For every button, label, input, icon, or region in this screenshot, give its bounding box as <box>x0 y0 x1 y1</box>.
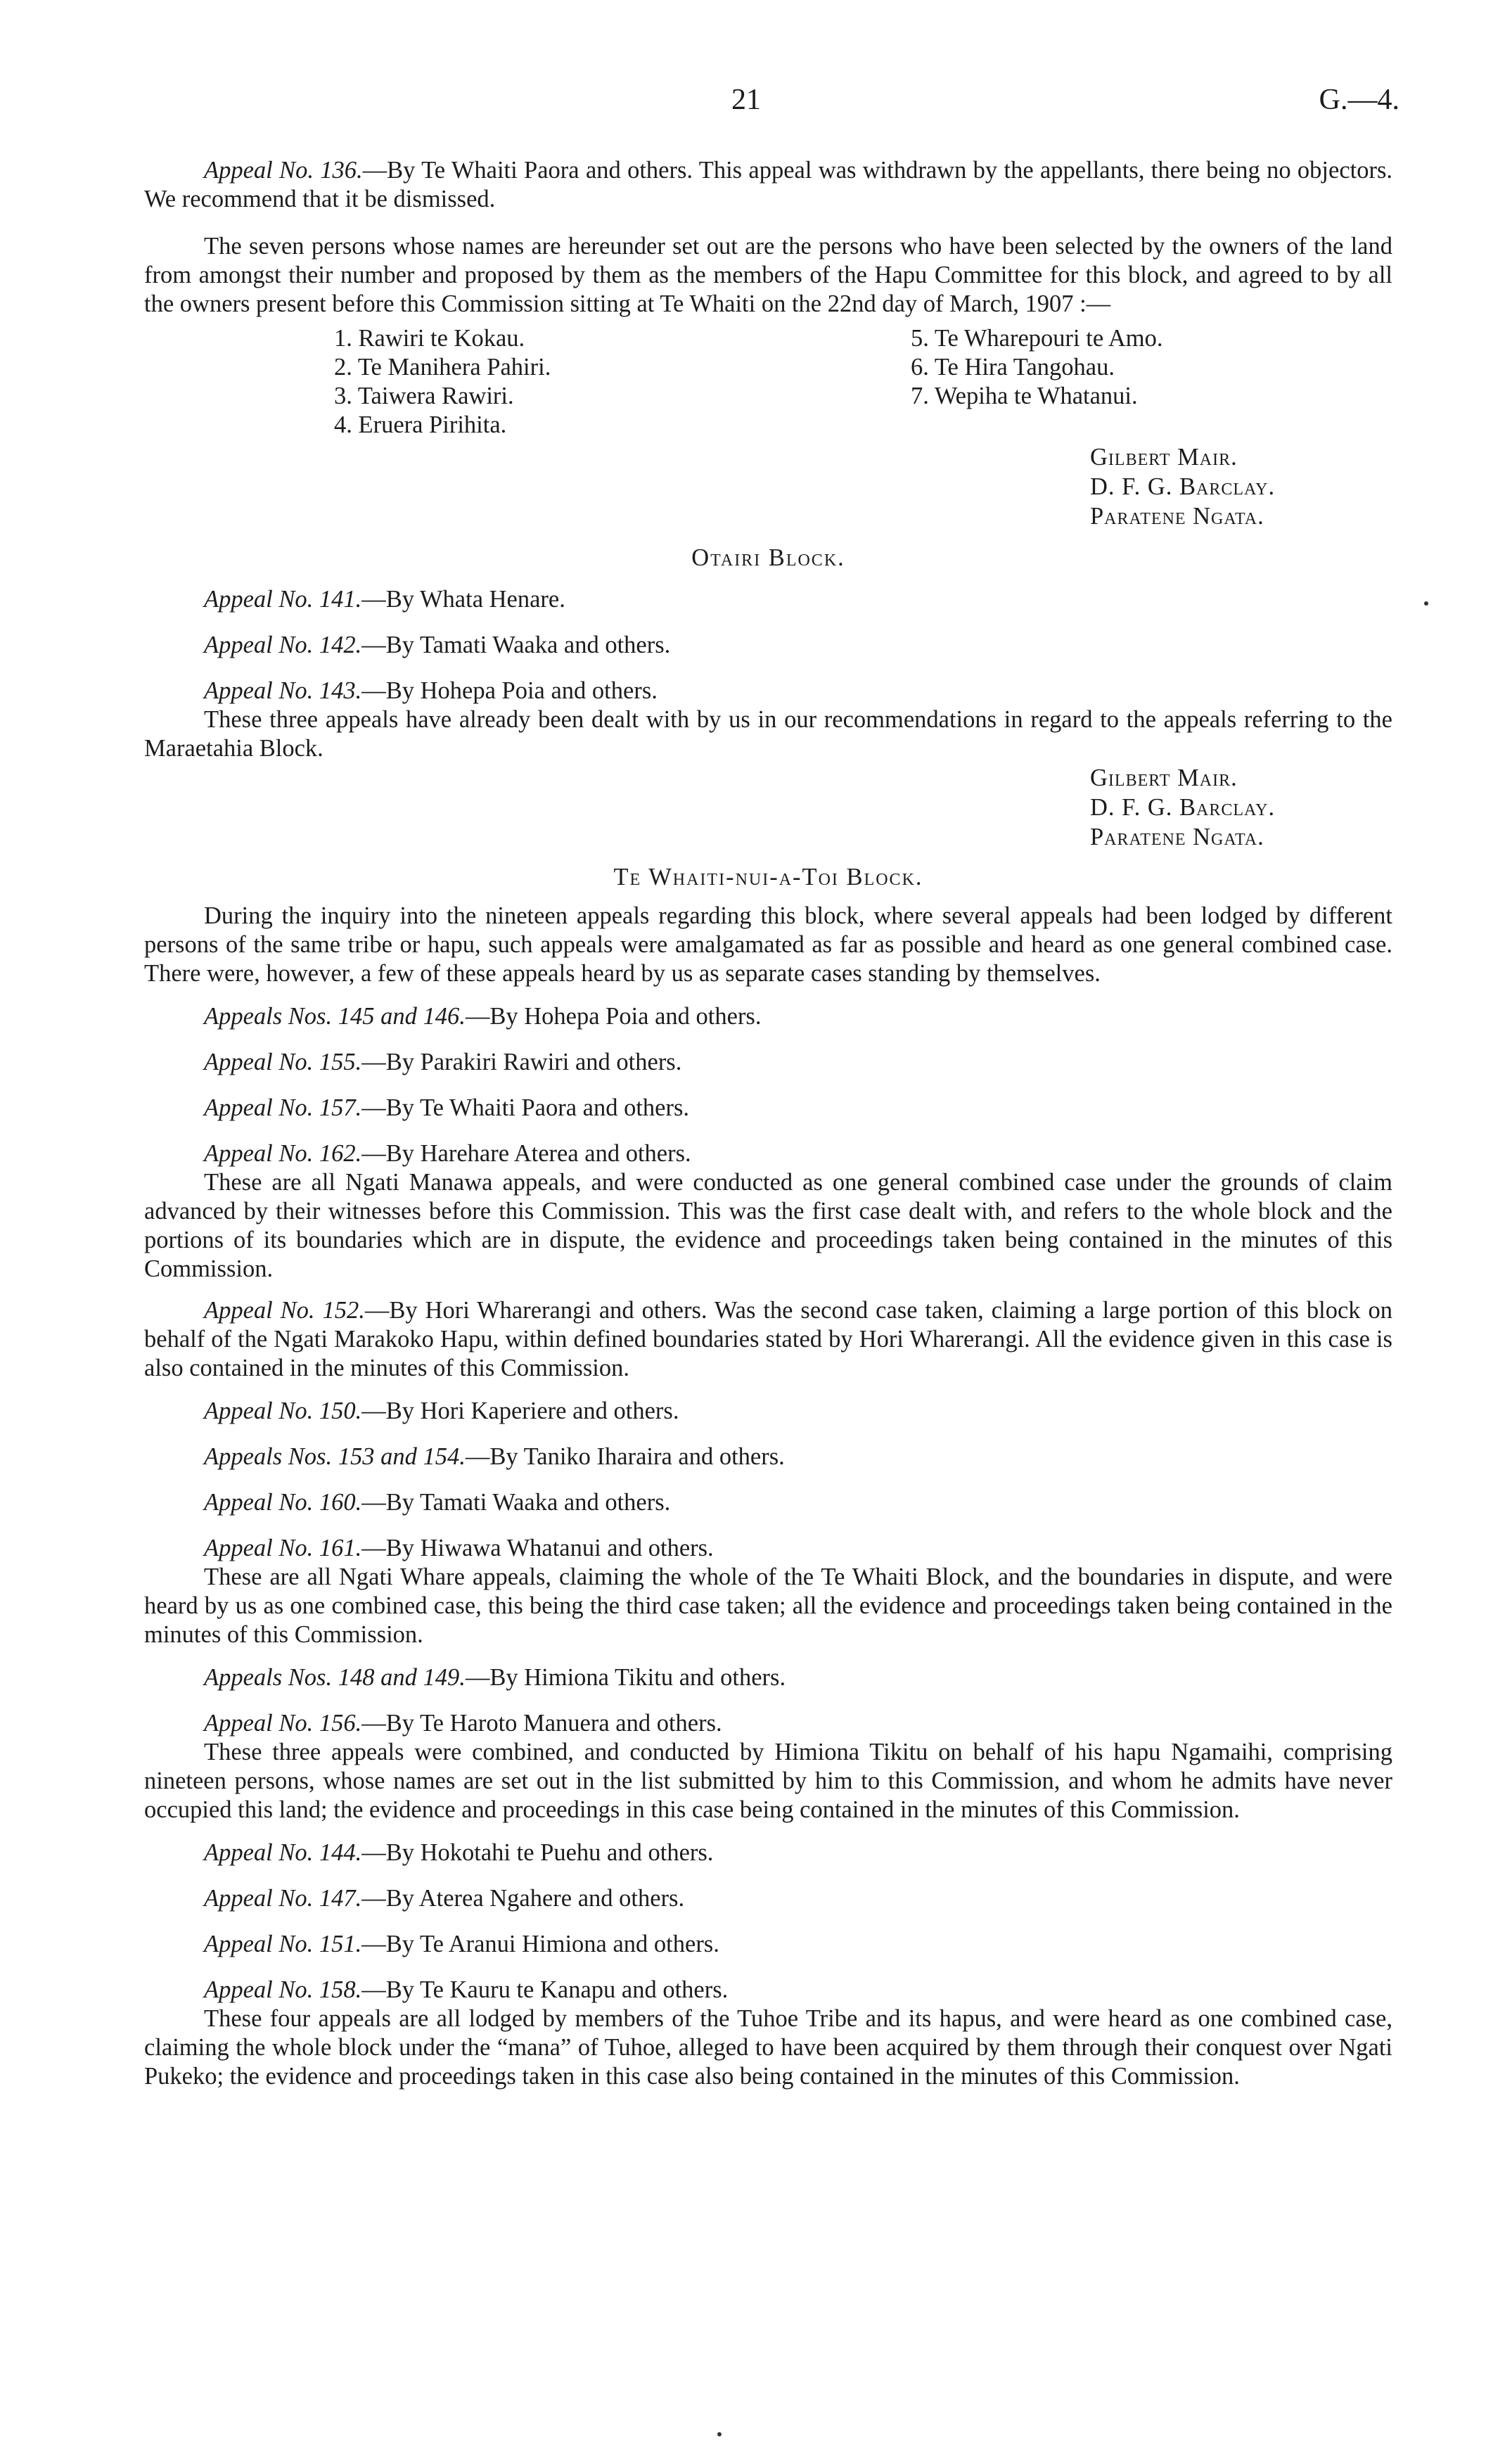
committee-names <box>144 324 1392 442</box>
appeal-line <box>144 1094 1392 1123</box>
appeal-text: —By Hori Wharerangi and others. Was the second case taken, claiming a large portion of this block on behalf of the Ngati Marakoko Hapu, within defined boundaries stated by Hori Wharerangi. All the evidence given in this case is also contained in the minutes of this Commission. <box>144 1297 1392 1381</box>
appeal-label: Appeals Nos. 145 and 146. <box>204 1003 466 1030</box>
appeal-line <box>144 1139 1392 1168</box>
appeal-line <box>144 1663 1392 1692</box>
page-content <box>144 156 1392 2091</box>
appeal-line <box>144 1443 1392 1471</box>
committee-name: 5. Te Wharepouri te Amo. <box>911 325 1163 352</box>
appeal-label: Appeal No. 157. <box>204 1094 362 1121</box>
otairi-note: These three appeals have already been dealt with by us in our recommendations in regard to the appeals referring to the Maraetahia Block. <box>144 706 1392 762</box>
document-reference: G.—4. <box>1319 84 1399 116</box>
group2-note: These are all Ngati Whare appeals, claiming the whole of the Te Whaiti Block, and the boundaries in dispute, and were heard by us as one combined case, this being the third case taken; all the evidence and proceedings taken being contained in the minutes of this Commission. <box>144 1564 1392 1648</box>
appeal-label: Appeal No. 162. <box>204 1140 362 1167</box>
committee-name: 7. Wepiha te Whatanui. <box>911 383 1138 409</box>
appeal-text: —By Te Whaiti Paora and others. <box>361 1094 690 1121</box>
appeal-label: Appeal No. 158. <box>204 1976 362 2003</box>
group3-note: These three appeals were combined, and conducted by Himiona Tikitu on behalf of his hapu Ngamaihi, comprising nineteen persons, whose names are set out in the list submitted by him to this Commission, and whom he admits have never occupied this land; the evidence and proceedings in this case being contained in the minutes of this Commission. <box>144 1739 1392 1823</box>
appeal-line <box>144 585 1392 614</box>
appeal-label: Appeal No. 152. <box>204 1297 365 1324</box>
appeal-text: —By Hohepa Poia and others. <box>361 677 658 704</box>
appeal-line <box>144 1930 1392 1959</box>
appeal-text: —By Whata Henare. <box>361 586 565 613</box>
appeal-line <box>144 1397 1392 1426</box>
signatory: Paratene Ngata. <box>1090 503 1264 530</box>
appeal-text: —By Himiona Tikitu and others. <box>465 1664 786 1691</box>
appeal-text: —By Te Kauru te Kanapu and others. <box>361 1976 729 2003</box>
appeal-label: Appeal No. 136. <box>204 157 363 184</box>
whaiti-intro: During the inquiry into the nineteen appeals regarding this block, where several appeals had been lodged by different persons of the same tribe or hapu, such appeals were amalgamated as far as possible and heard as one general combined case. There were, however, a few of these appeals heard by us as separate cases standing by themselves. <box>144 902 1392 987</box>
committee-intro: The seven persons whose names are hereunder set out are the persons who have been selected by the owners of the land from amongst their number and proposed by them as the members of the Hapu Committee for this block, and agreed to by all the owners present before this Commission sitting at Te Whaiti on the 22nd day of March, 1907 :— <box>144 233 1392 317</box>
page-header <box>0 83 1512 125</box>
appeal-text: —By Te Haroto Manuera and others. <box>361 1710 722 1737</box>
signatory: Paratene Ngata. <box>1090 824 1264 850</box>
whaiti-block-heading: Te Whaiti-nui-a-Toi Block. <box>613 864 923 890</box>
committee-name: 3. Taiwera Rawiri. <box>334 383 514 409</box>
committee-name: 6. Te Hira Tangohau. <box>911 354 1115 381</box>
appeal-text: —By Harehare Aterea and others. <box>361 1140 691 1167</box>
signatory: D. F. G. Barclay. <box>1090 794 1276 821</box>
appeal-line <box>144 1839 1392 1867</box>
page-number: 21 <box>731 84 761 116</box>
appeal-line <box>144 1534 1392 1563</box>
appeal-line <box>144 677 1392 705</box>
appeal-label: Appeal No. 160. <box>204 1489 362 1516</box>
scan-speck <box>1424 601 1428 606</box>
committee-name: 4. Eruera Pirihita. <box>334 411 507 438</box>
appeal-line <box>144 1976 1392 2005</box>
appeal-line <box>144 631 1392 660</box>
appeal-text: —By Aterea Ngahere and others. <box>361 1885 685 1912</box>
signatory: D. F. G. Barclay. <box>1090 473 1276 500</box>
appeal-label: Appeal No. 142. <box>204 632 362 658</box>
scan-speck <box>717 2432 722 2436</box>
names-column-right <box>911 324 1162 411</box>
signatory: Gilbert Mair. <box>1090 444 1238 471</box>
appeal-label: Appeal No. 150. <box>204 1398 362 1424</box>
signatory: Gilbert Mair. <box>1090 765 1238 791</box>
appeal-text: —By Hori Kaperiere and others. <box>361 1398 679 1424</box>
appeal-line <box>144 1884 1392 1913</box>
appeal-text: —By Hokotahi te Puehu and others. <box>361 1839 714 1866</box>
appeal-label: Appeal No. 156. <box>204 1710 362 1737</box>
appeal-152-paragraph <box>144 1296 1392 1383</box>
appeal-label: Appeal No. 141. <box>204 586 362 613</box>
appeal-line <box>144 1488 1392 1517</box>
committee-name: 1. Rawiri te Kokau. <box>334 325 525 352</box>
appeal-text: —By Te Aranui Himiona and others. <box>361 1931 719 1957</box>
appeal-line <box>144 1709 1392 1738</box>
appeal-label: Appeal No. 161. <box>204 1535 362 1561</box>
signature-block-2 <box>1090 763 1392 852</box>
otairi-block-heading: Otairi Block. <box>691 544 845 571</box>
appeal-label: Appeal No. 143. <box>204 677 362 704</box>
appeal-text: —By Taniko Iharaira and others. <box>465 1443 785 1470</box>
appeal-text: —By Hohepa Poia and others. <box>465 1003 762 1030</box>
signature-block-1 <box>1090 442 1392 531</box>
appeal-text: —By Te Whaiti Paora and others. This appeal was withdrawn by the appellants, there being no objectors. We recommend that it be dismissed. <box>144 157 1393 212</box>
group4-note: These four appeals are all lodged by members of the Tuhoe Tribe and its hapus, and were heard as one combined case, claiming the whole block under the “mana” of Tuhoe, alleged to have been acquired by them through their conquest over Ngati Pukeko; the evidence and proceedings taken in this case also being contained in the minutes of this Commission. <box>144 2005 1392 2090</box>
appeal-text: —By Parakiri Rawiri and others. <box>361 1049 682 1075</box>
appeal-text: —By Tamati Waaka and others. <box>361 632 671 658</box>
appeal-label: Appeal No. 155. <box>204 1049 362 1075</box>
appeal-line <box>144 1048 1392 1077</box>
group1-note: These are all Ngati Manawa appeals, and were conducted as one general combined case under the grounds of claim advanced by their witnesses before this Commission. This was the first case dealt with, and refers to the whole block and the portions of its boundaries which are in dispute, the evidence and proceedings taken being contained in the minutes of this Commission. <box>144 1169 1392 1282</box>
names-column-left <box>334 324 551 440</box>
committee-name: 2. Te Manihera Pahiri. <box>334 354 551 381</box>
appeal-text: —By Hiwawa Whatanui and others. <box>361 1535 714 1561</box>
appeal-line <box>144 1002 1392 1031</box>
appeal-label: Appeals Nos. 153 and 154. <box>204 1443 466 1470</box>
appeal-label: Appeals Nos. 148 and 149. <box>204 1664 466 1691</box>
appeal-label: Appeal No. 151. <box>204 1931 362 1957</box>
appeal-136-paragraph <box>144 156 1392 214</box>
appeal-text: —By Tamati Waaka and others. <box>361 1489 671 1516</box>
appeal-label: Appeal No. 144. <box>204 1839 362 1866</box>
appeal-label: Appeal No. 147. <box>204 1885 362 1912</box>
